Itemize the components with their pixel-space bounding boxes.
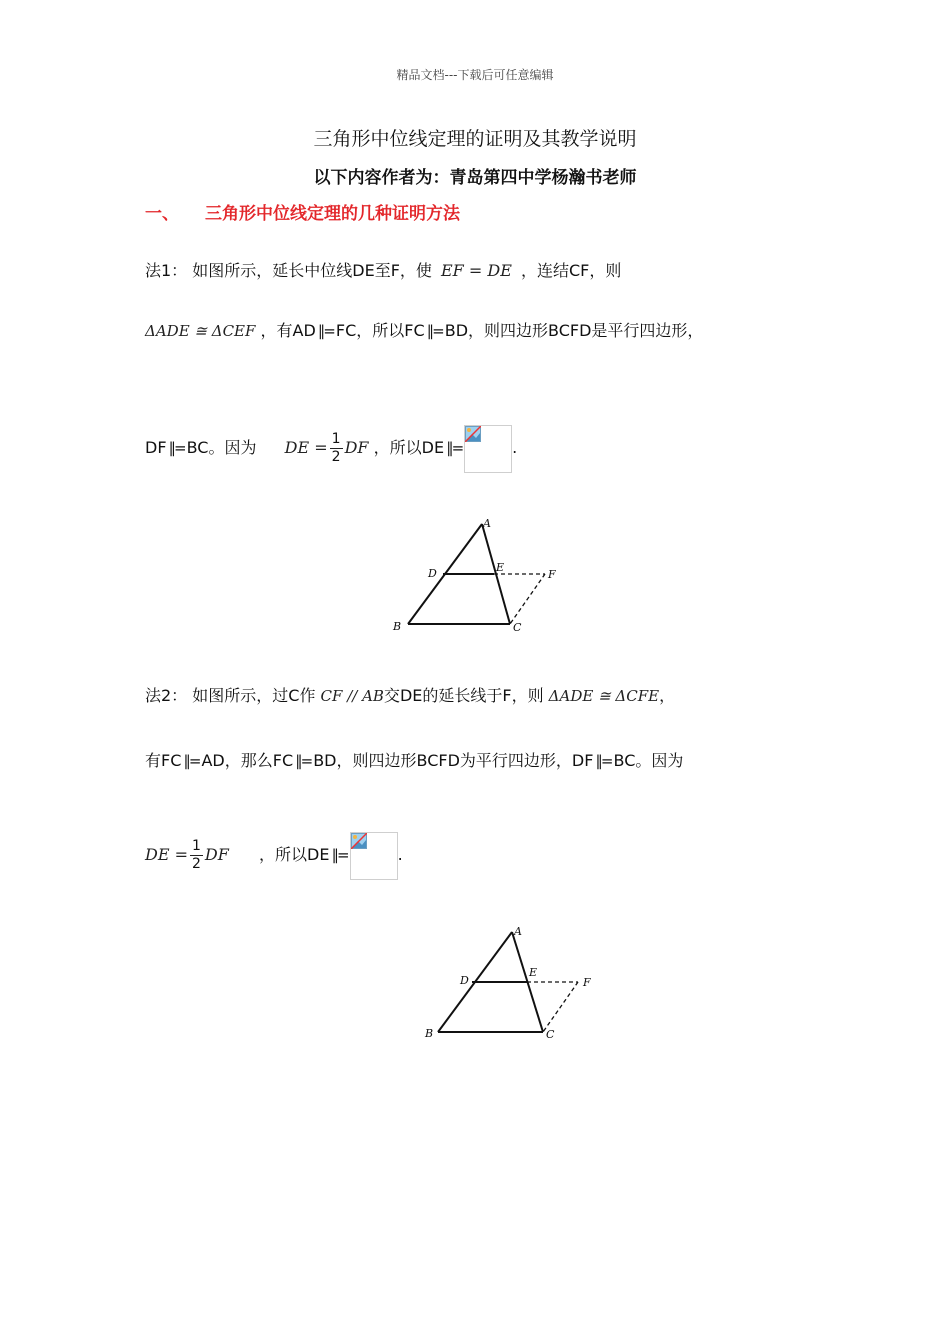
- broken-image-placeholder: [350, 832, 398, 880]
- text: DF: [145, 438, 167, 457]
- text: 法1： 如图所示，延长中位线DE至F，使: [145, 261, 432, 280]
- parallel-equal-symbol: ∥=: [595, 752, 612, 770]
- label-b: B: [425, 1027, 434, 1040]
- section-heading: [145, 199, 460, 224]
- fraction-numerator: 1: [331, 431, 341, 447]
- fraction-denominator: 2: [192, 856, 201, 872]
- text: ，有AD: [260, 321, 316, 340]
- text: BC。因为: [186, 438, 257, 457]
- text: ，连结CF，则: [520, 261, 622, 280]
- fraction-numerator: 1: [192, 838, 201, 854]
- label-c: C: [513, 621, 522, 634]
- parallel-equal-symbol: ∥=: [331, 846, 348, 864]
- document-title: 三角形中位线定理的证明及其教学说明: [313, 128, 637, 150]
- label-f: F: [548, 568, 556, 581]
- segment-fc-dashed: [510, 574, 545, 624]
- parallel-equal-symbol: ∥=: [295, 752, 312, 770]
- text: .: [512, 438, 518, 457]
- label-e: E: [529, 966, 538, 979]
- parallel-equal-symbol: ∥=: [317, 322, 334, 340]
- method2-line3: [145, 829, 403, 881]
- text: ，所以DE: [259, 845, 330, 864]
- label-e: E: [496, 561, 505, 574]
- label-a: A: [483, 517, 491, 530]
- text: FC，所以FC: [335, 321, 425, 340]
- label-d: D: [460, 974, 469, 987]
- method2-line2: [145, 748, 683, 771]
- section-number: 一、: [145, 204, 179, 224]
- author-line: 以下内容作者为：青岛第四中学杨瀚书老师: [313, 168, 637, 188]
- parallel-equal-symbol: ∥=: [446, 439, 463, 457]
- parallel-equal-symbol: ∥=: [168, 439, 185, 457]
- text: BD，则四边形BCFD为平行四边形，DF: [313, 751, 594, 770]
- fraction-denominator: 2: [331, 449, 341, 465]
- broken-image-placeholder: [464, 425, 512, 473]
- method1-line1: [145, 258, 621, 281]
- text: AD，那么FC: [201, 751, 294, 770]
- triangle-figure-1: [385, 510, 575, 640]
- formula-cf-parallel-ab: CF // AB: [320, 687, 384, 705]
- label-d: D: [428, 567, 437, 580]
- broken-image-icon: [351, 833, 367, 849]
- formula-de-half-df-rhs: DF: [204, 845, 229, 864]
- formula-de-half-df-lhs: DE =: [145, 845, 188, 864]
- fraction-one-half: [330, 431, 343, 466]
- text: .: [397, 845, 403, 864]
- triangle-figure-2: [415, 918, 605, 1048]
- parallel-equal-symbol: ∥=: [426, 322, 443, 340]
- label-a: A: [514, 925, 522, 938]
- broken-image-icon: [465, 426, 481, 442]
- label-f: F: [583, 976, 591, 989]
- text: BC。因为: [613, 751, 684, 770]
- formula-de-half-df-lhs: DE =: [284, 438, 328, 457]
- section-title: 三角形中位线定理的几种证明方法: [205, 204, 460, 224]
- label-b: B: [393, 620, 402, 633]
- text: ，所以DE: [373, 438, 445, 457]
- text: ，: [659, 686, 676, 705]
- text: BD，则四边形BCFD是平行四边形，: [444, 321, 704, 340]
- page-header: 精品文档---下载后可任意编辑: [396, 68, 554, 82]
- label-c: C: [546, 1028, 555, 1041]
- formula-congruence: ΔADE ≅ ΔCEF: [145, 322, 256, 340]
- formula-de-half-df-rhs: DF: [344, 438, 369, 457]
- method2-line1: [145, 683, 675, 706]
- method1-line3: [145, 422, 517, 474]
- text: 有FC: [145, 751, 182, 770]
- formula-ef-de: EF = DE: [441, 261, 512, 280]
- text: 交DE的延长线于F，则: [383, 686, 544, 705]
- parallel-equal-symbol: ∥=: [183, 752, 200, 770]
- segment-fc-dashed: [543, 982, 578, 1032]
- text: 法2： 如图所示，过C作: [145, 686, 316, 705]
- method1-line2: [145, 318, 703, 341]
- formula-congruence: ΔADE ≅ ΔCFE: [548, 687, 660, 705]
- fraction-one-half: [190, 838, 203, 873]
